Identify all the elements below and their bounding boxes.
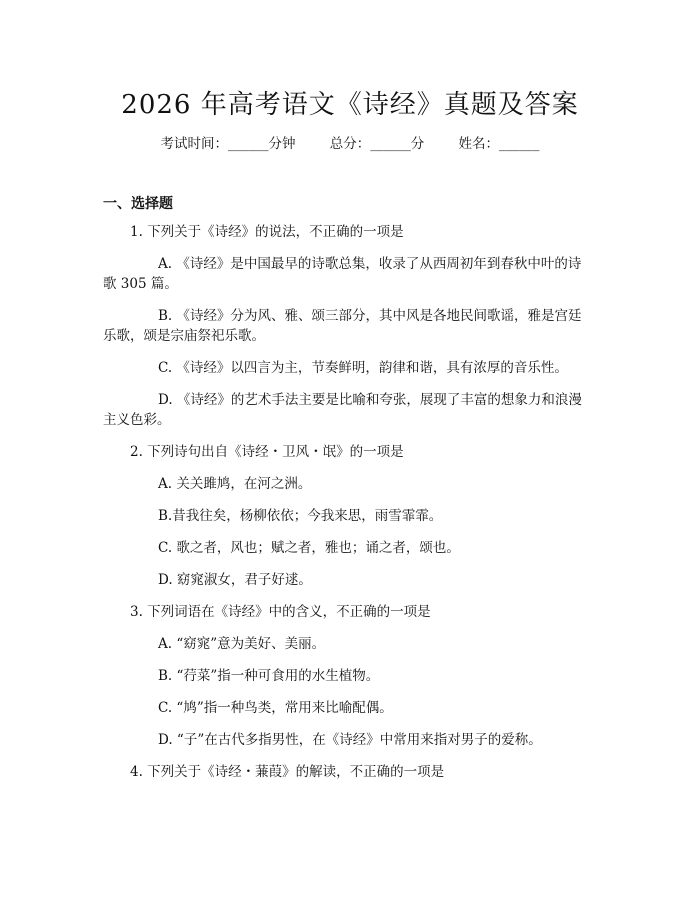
question-list	[103, 222, 593, 794]
question-option: C. 《诗经》以四言为主，节奏鲜明，韵律和谐，具有浓厚的音乐性。	[158, 360, 568, 376]
section-heading: 一、选择题	[103, 196, 173, 212]
exam-meta	[0, 132, 700, 152]
question-option: C. “鸠”指一种鸟类，常用来比喻配偶。	[158, 700, 393, 716]
exam-score: 总分：______分	[329, 136, 425, 152]
question-option: D. 窈窕淑女，君子好逑。	[158, 572, 312, 588]
question-option: A. 《诗经》是中国最早的诗歌总集，收录了从西周初年到春秋中叶的诗歌 305 篇。	[103, 256, 582, 292]
question-stem: 3. 下列词语在《诗经》中的含义，不正确的一项是	[130, 604, 431, 620]
question-option: B. 《诗经》分为风、雅、颂三部分，其中风是各地民间歌谣，雅是宫廷乐歌，颂是宗庙祭祀乐歌。	[103, 308, 582, 344]
question-stem: 2. 下列诗句出自《诗经・卫风・氓》的一项是	[130, 444, 404, 460]
exam-time: 考试时间：______分钟	[160, 136, 296, 152]
question-option: C. 歌之者，风也；赋之者，雅也；诵之者，颂也。	[158, 540, 460, 556]
exam-name: 姓名：______	[458, 136, 540, 152]
question-option: A. 关关雎鸠，在河之洲。	[158, 476, 312, 492]
question-option: B.昔我往矣，杨柳依依；今我来思，雨雪霏霏。	[158, 508, 443, 524]
question-stem: 4. 下列关于《诗经・蒹葭》的解读，不正确的一项是	[130, 764, 445, 780]
question-option: D. 《诗经》的艺术手法主要是比喻和夸张，展现了丰富的想象力和浪漫主义色彩。	[103, 392, 582, 428]
question-option: B. “荇菜”指一种可食用的水生植物。	[158, 668, 380, 684]
question-stem: 1. 下列关于《诗经》的说法，不正确的一项是	[130, 224, 404, 240]
question-option: D. “子”在古代多指男性，在《诗经》中常用来指对男子的爱称。	[158, 732, 542, 748]
page-title: 2026 年高考语文《诗经》真题及答案	[121, 90, 579, 120]
question-option: A. “窈窕”意为美好、美丽。	[158, 636, 326, 652]
